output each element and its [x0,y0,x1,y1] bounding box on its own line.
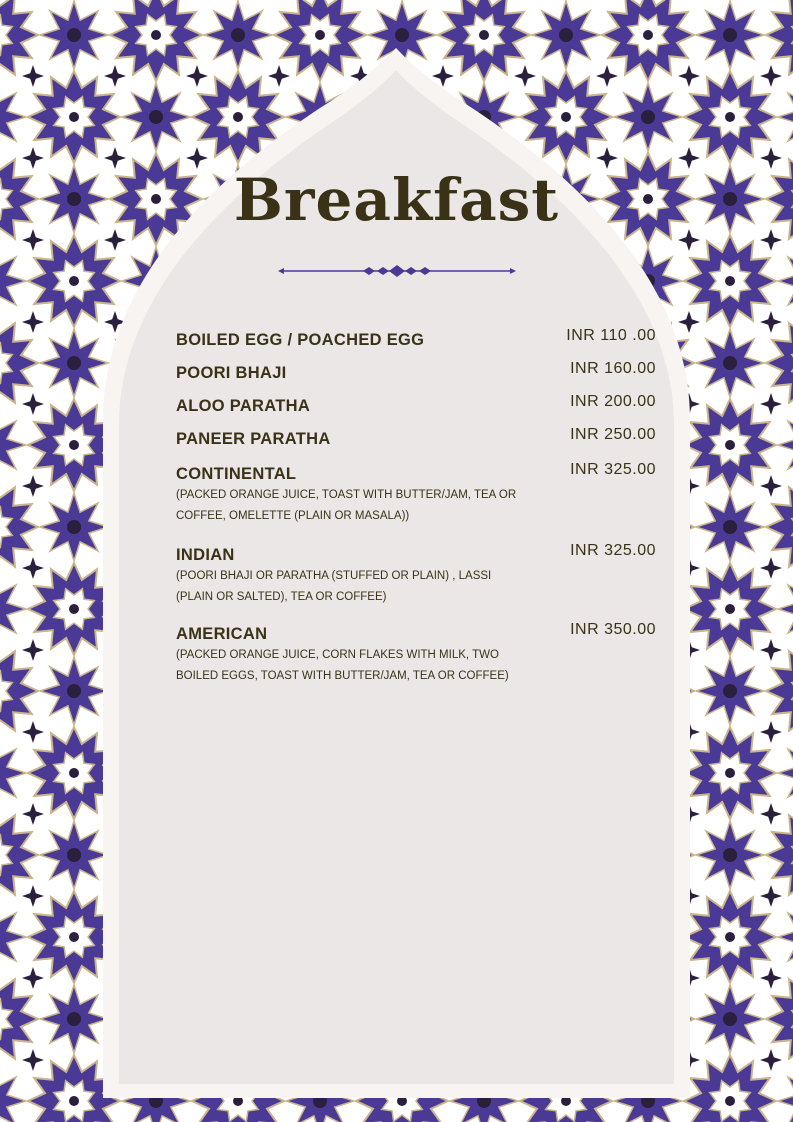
menu-item-paneer-paratha [176,426,666,449]
menu-item-name: INDIAN [176,546,235,564]
menu-item-description: (PACKED ORANGE JUICE, TOAST WITH BUTTER/JAM, TEA OR COFFEE, OMELETTE (PLAIN OR MASALA)) [176,489,517,522]
menu-item-name: BOILED EGG / POACHED EGG [176,331,425,349]
menu-item-name: AMERICAN [176,625,268,643]
ornament-divider [278,264,516,278]
menu-item-name: ALOO PARATHA [176,397,311,415]
menu-item-name: CONTINENTAL [176,465,297,483]
menu-item-name: POORI BHAJI [176,364,287,382]
menu-item-indian [176,542,666,608]
menu-item-price: INR 350.00 [570,621,656,638]
menu-item-description: (POORI BHAJI OR PARATHA (STUFFED OR PLAIN) , LASSI (PLAIN OR SALTED), TEA OR COFFEE) [176,570,492,603]
menu-item-american [176,621,666,687]
menu-item-price: INR 325.00 [570,542,656,559]
menu-item-boiled-egg [176,327,666,350]
menu-item-description: (PACKED ORANGE JUICE, CORN FLAKES WITH MILK, TWO BOILED EGGS, TOAST WITH BUTTER/JAM, TEA OR COFFEE) [176,649,509,682]
menu-item-price: INR 110 .00 [566,327,656,344]
menu-item-price: INR 325.00 [570,461,656,478]
menu-item-continental [176,461,666,527]
menu-item-aloo-paratha [176,393,666,416]
menu-list [176,327,666,700]
menu-title: Breakfast [233,166,560,234]
menu-item-price: INR 200.00 [570,393,656,410]
menu-item-price: INR 160.00 [570,360,656,377]
menu-item-name: PANEER PARATHA [176,430,331,448]
menu-item-poori-bhaji [176,360,666,383]
menu-item-price: INR 250.00 [570,426,656,443]
